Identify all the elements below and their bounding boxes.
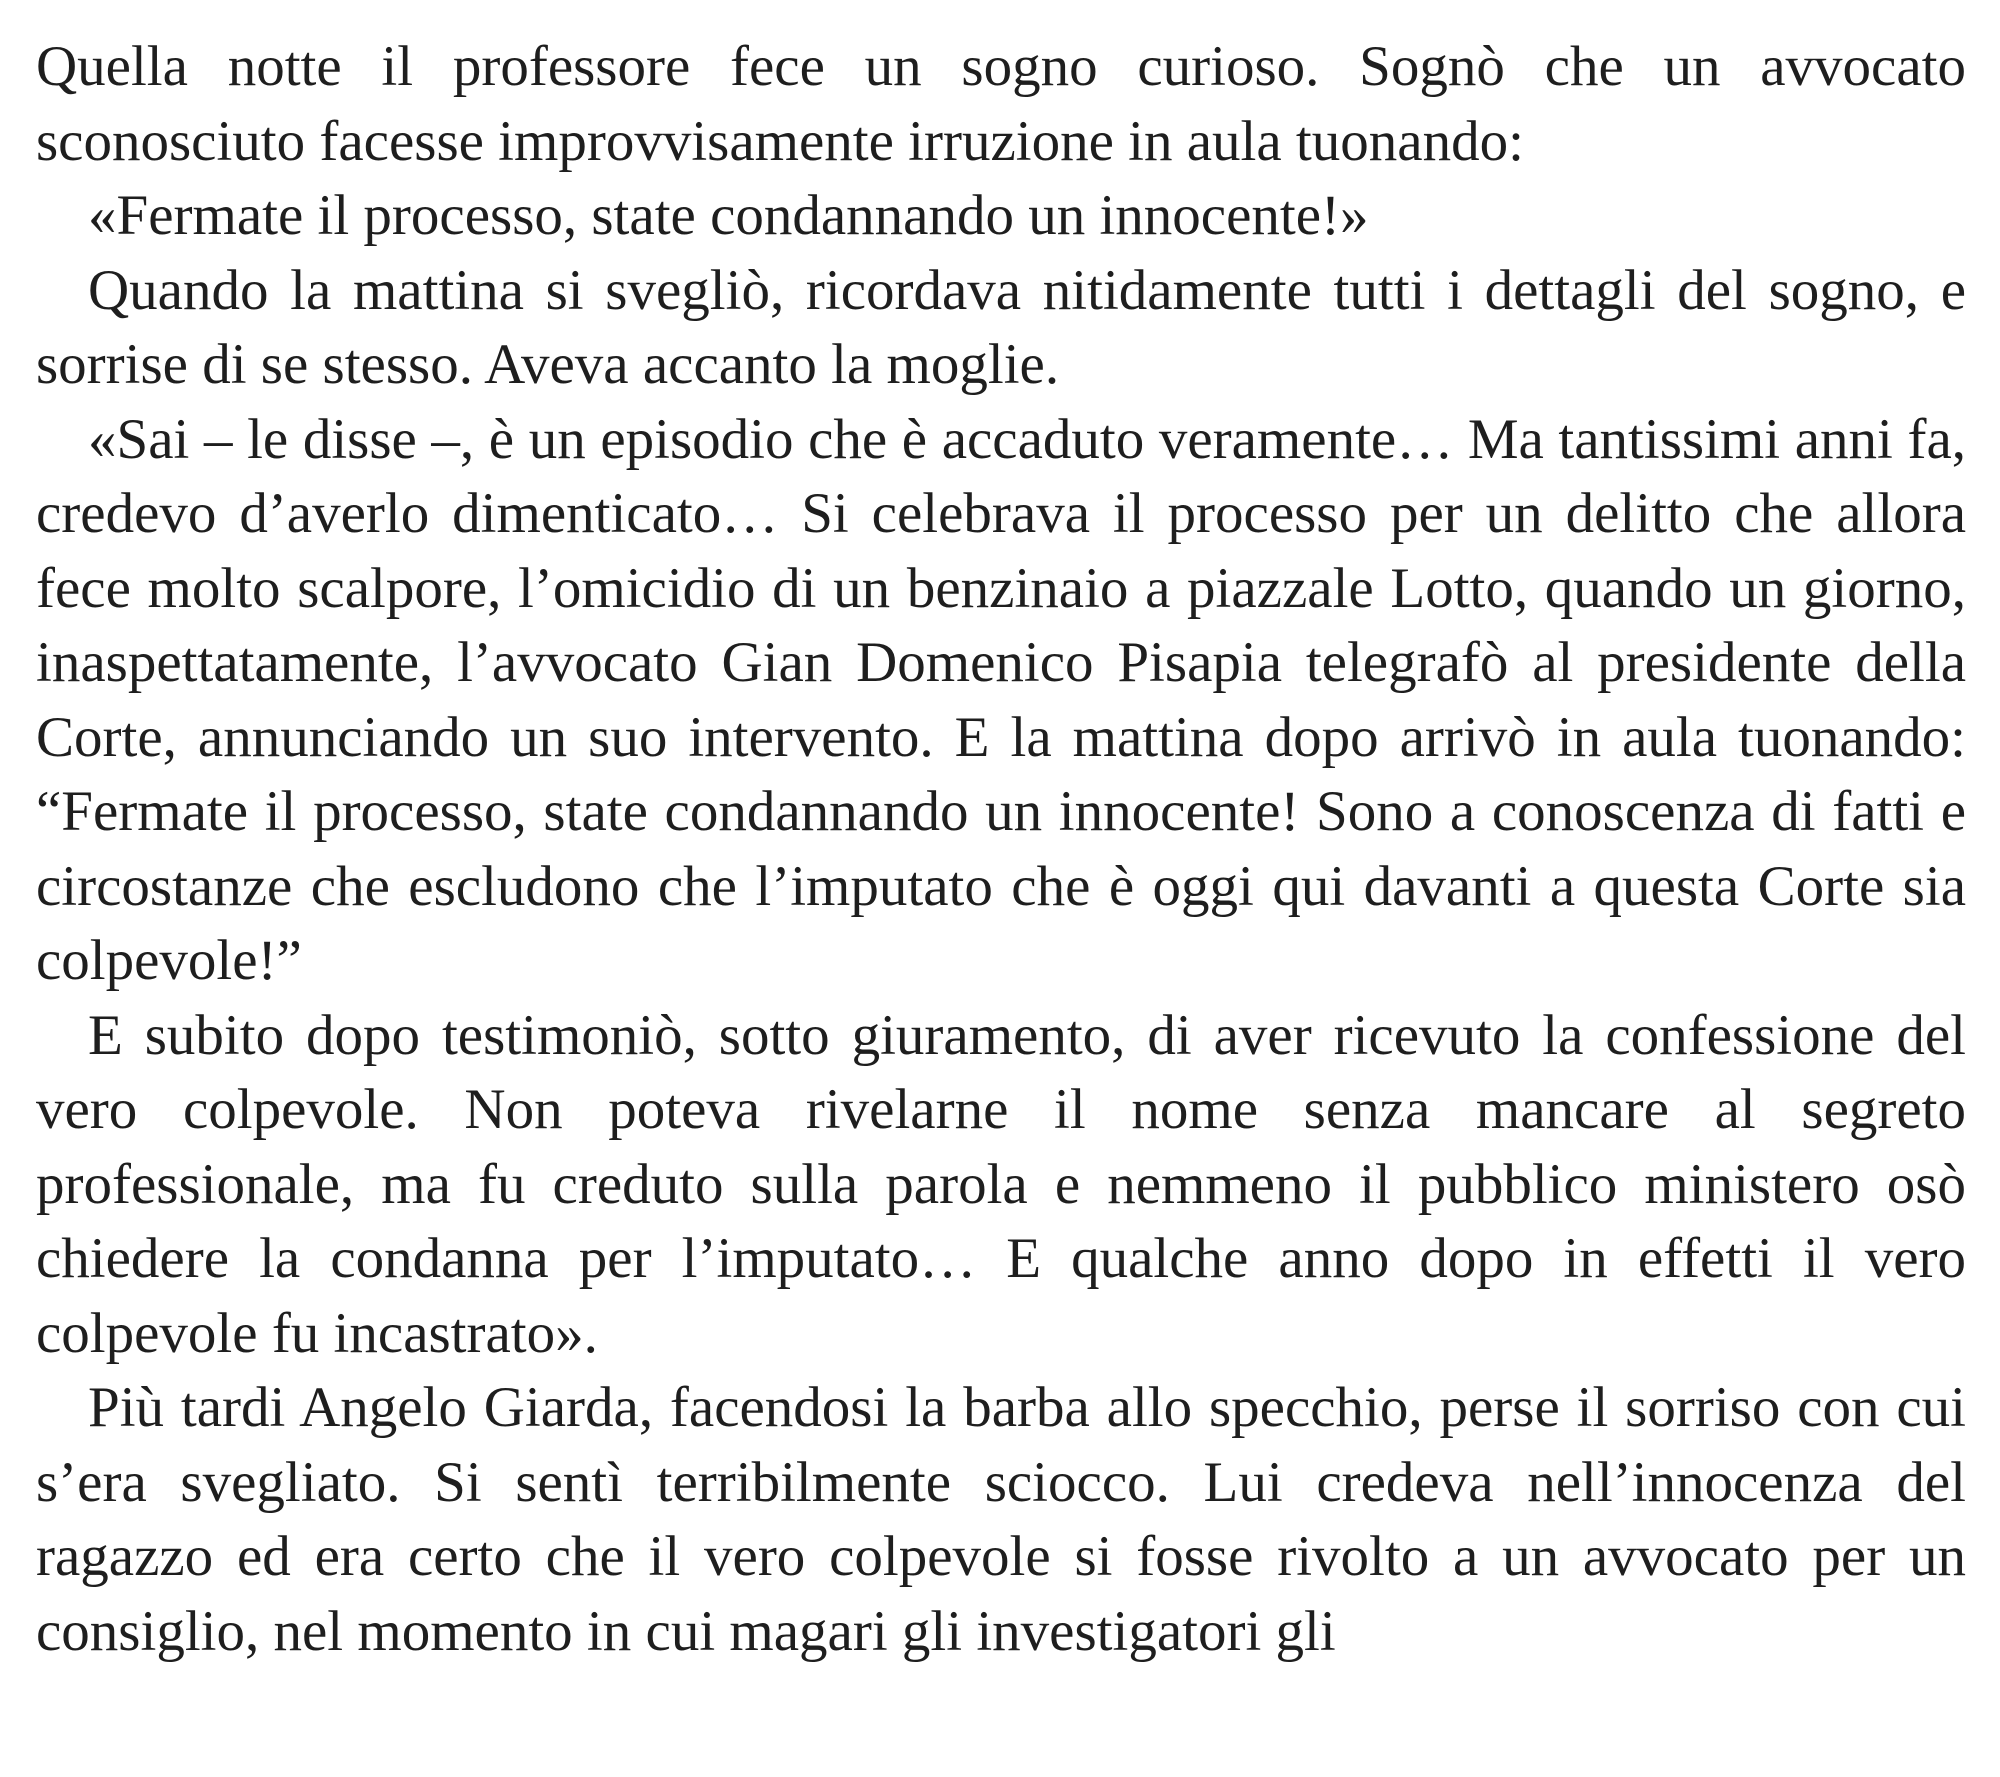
paragraph-2: «Fermate il processo, state condannando un innocente!» — [88, 184, 1369, 247]
paragraph-3: Quando la mattina si svegliò, ricordava nitidamente tutti i dettagli del sogno, e sorrise di se stesso. Aveva accanto la moglie. — [36, 258, 1966, 396]
paragraph-4: «Sai – le disse –, è un episodio che è accaduto veramente… Ma tantissimi anni fa, credevo d’averlo dimenticato… Si celebrava il processo per un delitto che allora fece molto scalpore, l’omicidio di un benzinaio a piazzale Lotto, quando un giorno, inaspettatamente, l’avvocato Gian Domenico Pisapia telegrafò al presidente della Corte, annunciando un suo intervento. E la mattina dopo arrivò in aula tuonando: “Fermate il processo, state condannando un innocente! Sono a conoscenza di fatti e circostanze che escludono che l’imputato che è oggi qui davanti a questa Corte sia colpevole!” — [36, 407, 1966, 992]
paragraph-5: E subito dopo testimoniò, sotto giuramento, di aver ricevuto la confessione del vero colpevole. Non poteva rivelarne il nome senza mancare al segreto professionale, ma fu creduto sulla parola e nemmeno il pubblico ministero osò chiedere la condanna per l’imputato… E qualche anno dopo in effetti il vero colpevole fu incastrato». — [36, 1003, 1966, 1365]
paragraph-1: Quella notte il professore fece un sogno curioso. Sognò che un avvocato sconosciuto facesse improvvisamente irruzione in aula tuonando: — [36, 35, 1966, 173]
paragraph-6: Più tardi Angelo Giarda, facendosi la barba allo specchio, perse il sorriso con cui s’era svegliato. Si sentì terribilmente sciocco. Lui credeva nell’innocenza del ragazzo ed era certo che il vero colpevole si fosse rivolto a un avvocato per un consiglio, nel momento in cui magari gli investigatori gli — [36, 1376, 1966, 1663]
text-body — [36, 30, 1966, 1669]
